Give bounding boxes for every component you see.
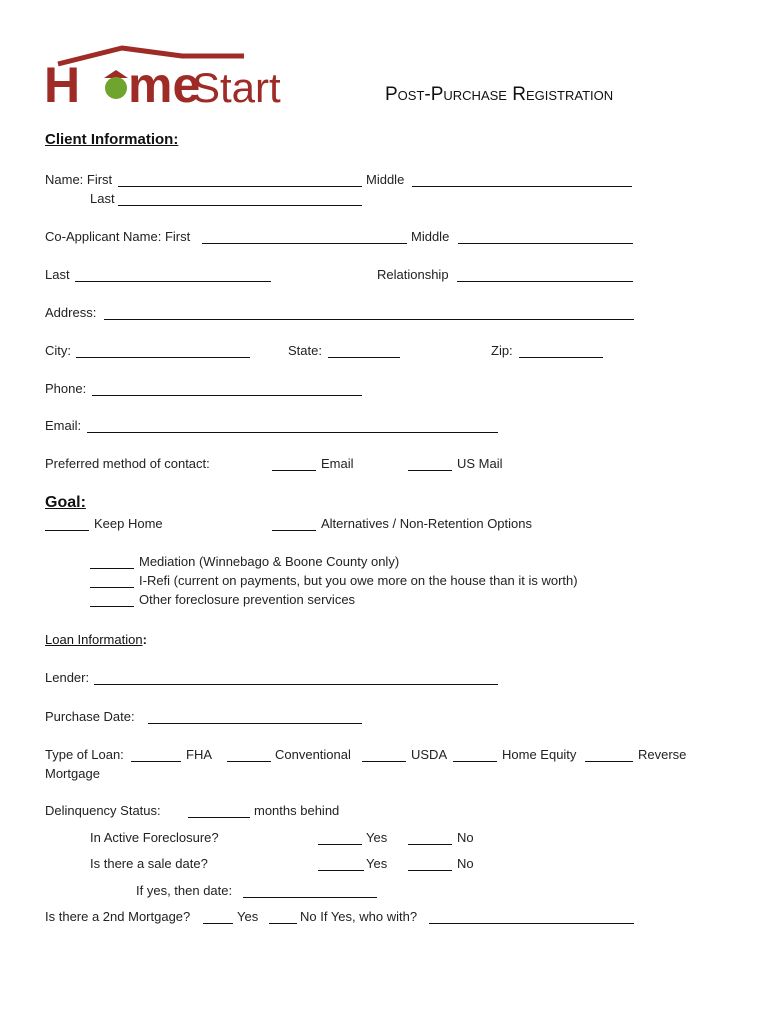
lender-field[interactable] bbox=[94, 684, 498, 685]
usda-label: USDA bbox=[411, 747, 448, 762]
active-foreclosure-label: In Active Foreclosure? bbox=[90, 830, 219, 845]
relationship-label: Relationship bbox=[377, 267, 449, 282]
conventional-blank[interactable] bbox=[227, 761, 271, 762]
logo-text-h: H bbox=[44, 57, 81, 106]
sale-date-yes-blank[interactable] bbox=[318, 870, 364, 871]
email-field[interactable] bbox=[87, 432, 498, 433]
city-field[interactable] bbox=[76, 357, 250, 358]
foreclosure-no-label: No bbox=[457, 830, 474, 845]
foreclosure-no-blank[interactable] bbox=[408, 844, 452, 845]
state-field[interactable] bbox=[328, 357, 400, 358]
keep-home-label: Keep Home bbox=[94, 516, 163, 531]
lender-label: Lender: bbox=[45, 670, 90, 685]
purchase-date-label: Purchase Date: bbox=[45, 709, 135, 724]
fha-label: FHA bbox=[186, 747, 212, 762]
second-mortgage-label: Is there a 2nd Mortgage? bbox=[45, 909, 191, 924]
second-mortgage-no-blank[interactable] bbox=[269, 923, 297, 924]
mediation-blank[interactable] bbox=[90, 568, 134, 569]
logo-o bbox=[105, 77, 127, 99]
phone-label: Phone: bbox=[45, 381, 87, 396]
state-label: State: bbox=[288, 343, 322, 358]
reverse-blank[interactable] bbox=[585, 761, 633, 762]
name-last-field[interactable] bbox=[118, 205, 362, 206]
purchase-date-field[interactable] bbox=[148, 723, 362, 724]
loan-info-heading bbox=[45, 632, 147, 647]
co-first-label: Co-Applicant Name: First bbox=[45, 229, 191, 244]
logo-text-start: Start bbox=[192, 64, 281, 106]
sale-date-no-label: No bbox=[457, 856, 474, 871]
home-equity-label: Home Equity bbox=[502, 747, 577, 762]
foreclosure-yes-blank[interactable] bbox=[318, 844, 362, 845]
relationship-field[interactable] bbox=[457, 281, 633, 282]
sale-date-question-label: Is there a sale date? bbox=[90, 856, 208, 871]
preferred-contact-label: Preferred method of contact: bbox=[45, 456, 210, 471]
fha-blank[interactable] bbox=[131, 761, 181, 762]
foreclosure-yes-label: Yes bbox=[366, 830, 388, 845]
irefi-label: I-Refi (current on payments, but you owe more on the house than it is worth) bbox=[139, 573, 578, 588]
name-first-field[interactable] bbox=[118, 186, 362, 187]
phone-field[interactable] bbox=[92, 395, 362, 396]
name-last-label: Last bbox=[90, 191, 115, 206]
co-last-field[interactable] bbox=[75, 281, 271, 282]
goal-heading: Goal: bbox=[45, 494, 86, 511]
second-mortgage-yes-label: Yes bbox=[237, 909, 259, 924]
conventional-label: Conventional bbox=[275, 747, 351, 762]
zip-field[interactable] bbox=[519, 357, 603, 358]
usda-blank[interactable] bbox=[362, 761, 406, 762]
alternatives-label: Alternatives / Non-Retention Options bbox=[321, 516, 532, 531]
delinquency-field[interactable] bbox=[188, 817, 250, 818]
homestart-logo bbox=[44, 44, 306, 106]
pref-usmail-blank[interactable] bbox=[408, 470, 452, 471]
email-label: Email: bbox=[45, 418, 82, 433]
pref-email-label: Email bbox=[321, 456, 354, 471]
keep-home-blank[interactable] bbox=[45, 530, 89, 531]
client-info-heading: Client Information: bbox=[45, 131, 179, 148]
logo-text-me: me bbox=[128, 57, 201, 106]
reverse-label: Reverse bbox=[638, 747, 687, 762]
pref-usmail-label: US Mail bbox=[457, 456, 503, 471]
delinquency-label: Delinquency Status: bbox=[45, 803, 161, 818]
co-first-field[interactable] bbox=[202, 243, 407, 244]
name-middle-label: Middle bbox=[366, 172, 405, 187]
second-mortgage-no-label: No If Yes, who with? bbox=[300, 909, 418, 924]
months-behind-label: months behind bbox=[254, 803, 340, 818]
zip-label: Zip: bbox=[491, 343, 513, 358]
sale-date-no-blank[interactable] bbox=[408, 870, 452, 871]
city-label: City: bbox=[45, 343, 71, 358]
loan-info-heading-colon: : bbox=[142, 632, 147, 647]
sale-date-field[interactable] bbox=[243, 897, 377, 898]
loan-info-heading-text: Loan Information bbox=[45, 632, 143, 647]
irefi-blank[interactable] bbox=[90, 587, 134, 588]
mortgage-label: Mortgage bbox=[45, 766, 100, 781]
home-equity-blank[interactable] bbox=[453, 761, 497, 762]
sale-date-yes-label: Yes bbox=[366, 856, 388, 871]
second-mortgage-yes-blank[interactable] bbox=[203, 923, 233, 924]
other-prevention-label: Other foreclosure prevention services bbox=[139, 592, 356, 607]
co-last-label: Last bbox=[45, 267, 70, 282]
address-field[interactable] bbox=[104, 319, 634, 320]
name-first-label: Name: First bbox=[45, 172, 113, 187]
name-middle-field[interactable] bbox=[412, 186, 632, 187]
alternatives-blank[interactable] bbox=[272, 530, 316, 531]
pref-email-blank[interactable] bbox=[272, 470, 316, 471]
page-title: Post-Purchase Registration bbox=[385, 84, 614, 105]
other-prevention-blank[interactable] bbox=[90, 606, 134, 607]
mediation-label: Mediation (Winnebago & Boone County only) bbox=[139, 554, 400, 569]
co-middle-field[interactable] bbox=[458, 243, 633, 244]
address-label: Address: bbox=[45, 305, 97, 320]
co-middle-label: Middle bbox=[411, 229, 450, 244]
loan-type-label: Type of Loan: bbox=[45, 747, 124, 762]
if-yes-date-label: If yes, then date: bbox=[136, 883, 233, 898]
second-mortgage-who-field[interactable] bbox=[429, 923, 634, 924]
